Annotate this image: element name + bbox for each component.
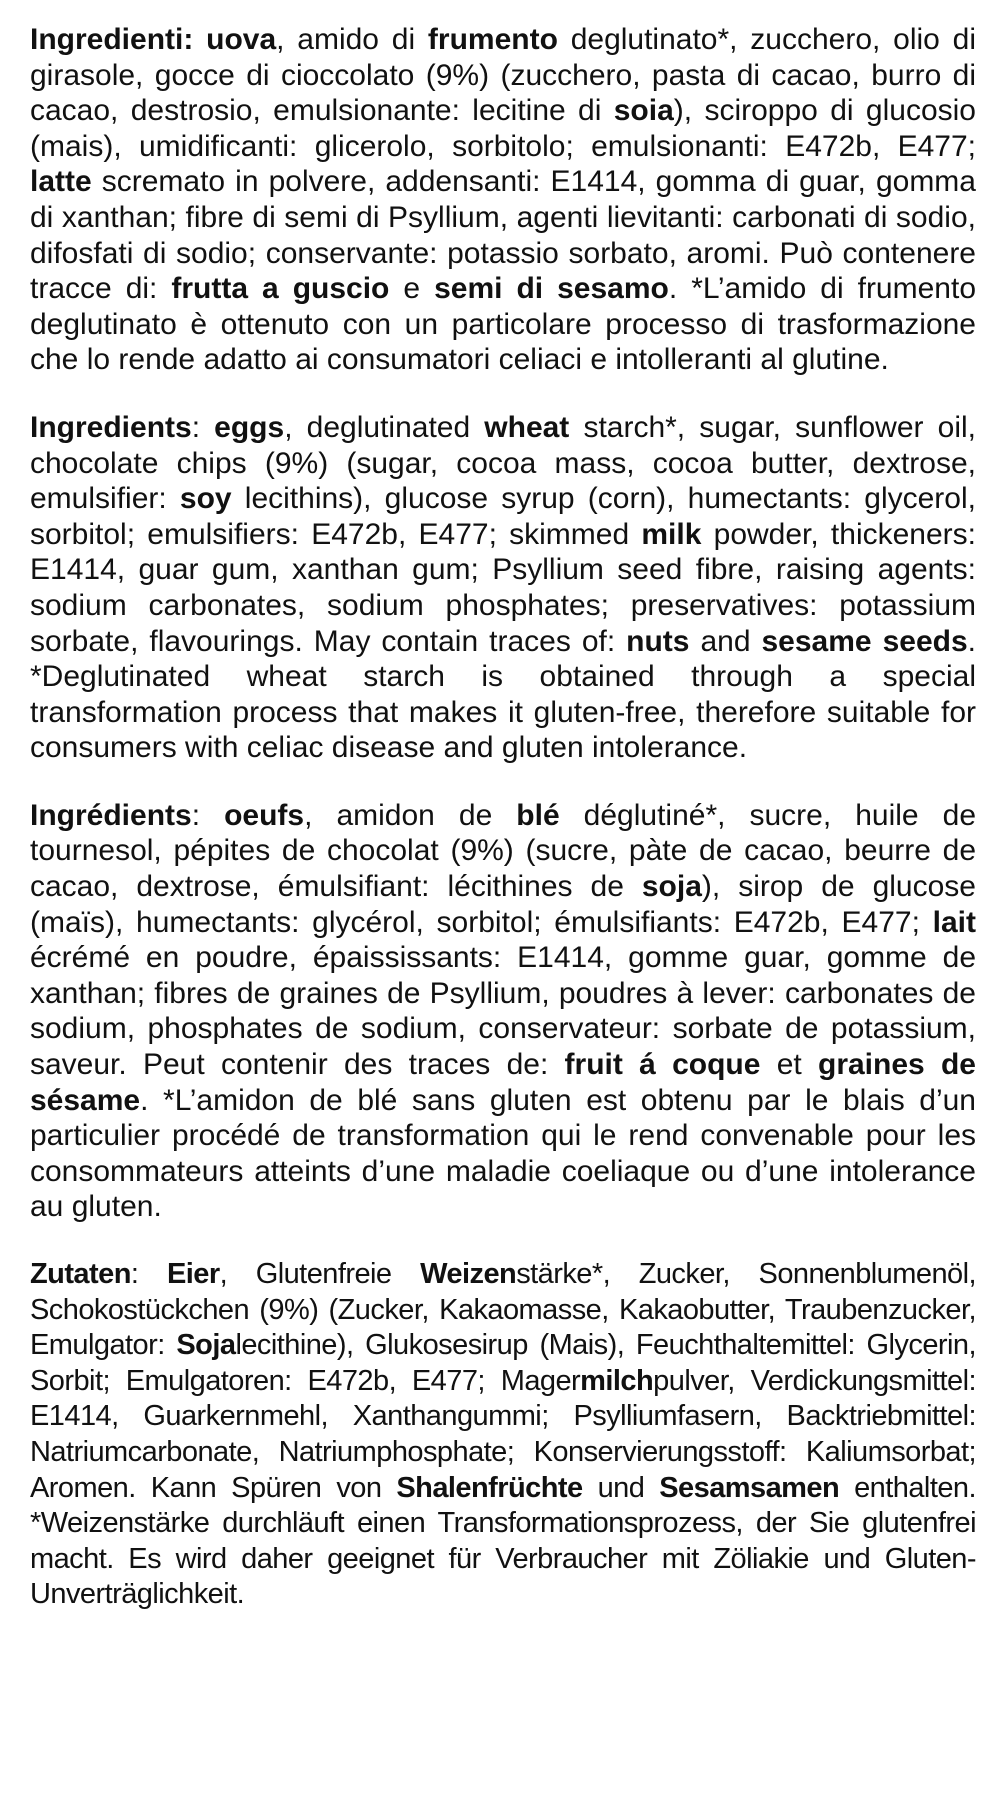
text-segment: lecithins), glucose syrup (corn), humectants: glycerol, sorbitol; emulsifiers: E472b, E477; skimmed [30,482,976,551]
bold-term: soy [179,482,232,516]
text-segment: et [760,1048,818,1082]
bold-term: lait [932,905,976,939]
bold-term: fruit á coque [564,1048,761,1082]
text-segment: starch*, sugar, sunflower oil, chocolate chips (9%) (sugar, cocoa mass, cocoa butter, dextrose, emulsifier: [30,410,977,516]
bold-term: Shalenfrüchte [396,1471,583,1504]
text-segment: und [582,1471,660,1504]
bold-term: sesame seeds [761,624,968,658]
bold-term: Ingredients [30,410,192,444]
bold-term: Zutaten [30,1258,131,1290]
text-segment: , amido di [276,23,428,56]
text-segment: : [130,1258,167,1290]
bold-term: milch [580,1364,654,1397]
bold-term: Soja [176,1329,236,1362]
bold-term: Weizen [420,1258,517,1290]
text-segment: stärke*, Zucker, Sonnenblumenöl, Schokostückchen (9%) (Zucker, Kakaomasse, Kakaobutter, Traubenzucker, Emulgator: [30,1258,976,1362]
text-segment: lecithine), Glukosesirup (Mais), Feuchthaltemittel: Glycerin, Sorbit; Emulgatoren: E472b, E477; Mager [30,1329,976,1397]
bold-term: blé [516,798,560,832]
text-segment: deglutinato*, zucchero, olio di girasole, gocce di cioccolato (9%) (zucchero, pasta di cacao, burro di cacao, destrosio, emulsionante: lecitine di [30,23,976,128]
ingredients-paragraph-french [30,798,976,1225]
text-segment: ), sciroppo di glucosio (mais), umidificanti: glicerolo, sorbitolo; emulsionanti: E472b, E477; [30,94,976,163]
text-segment: and [689,624,762,658]
bold-term: frumento [427,23,558,56]
ingredients-label [30,22,976,1613]
bold-term: nuts [626,624,690,658]
text-segment: , amidon de [304,798,517,832]
text-segment: . *Deglutinated wheat starch is obtained through a special transformation process that makes it gluten-free, therefore suitable for consumers with celiac disease and gluten intolerance. [30,624,976,765]
text-segment: : [191,798,225,832]
text-segment: : [191,410,215,444]
ingredients-paragraph-italian [30,22,976,378]
text-segment: écrémé en poudre, épaississants: E1414, gomme guar, gomme de xanthan; fibres de graines de Psyllium, poudres à lever: carbonates de sodium, phosphates de sodium, conservateur: sorbate de potassium, saveur. Peut contenir des traces de: [30,941,976,1082]
text-segment: , Glutenfreie [219,1258,421,1290]
bold-term: soia [613,94,674,128]
text-segment: , deglutinated [284,410,485,444]
text-segment: ), sirop de glucose (maïs), humectants: glycérol, sorbitol; émulsifiants: E472b, E477; [30,870,976,939]
text-segment: e [389,272,435,306]
bold-term: Ingrédients [30,798,192,832]
bold-term: semi di sesamo [434,272,669,306]
bold-term: frutta a guscio [171,272,390,306]
bold-term: Ingredienti: uova [30,23,277,56]
text-segment: enthalten. *Weizenstärke durchläuft einen Transformationsprozess, der Sie glutenfrei macht. Es wird daher geeignet für Verbraucher mit Zöliakie und Gluten-Unverträglichkeit. [30,1471,976,1611]
text-segment: scremato in polvere, addensanti: E1414, gomma di guar, gomma di xanthan; fibre di semi di Psyllium, agenti lievitanti: carbonati di sodio, difosfati di sodio; conservante: potassio sorbato, aromi. Può contenere tracce di: [30,165,976,306]
text-segment: . *L’amidon de blé sans gluten est obtenu par le blais d’un particulier procédé de transformation qui le rend convenable pour les consommateurs atteints d’une maladie coeliaque ou d’une intolerance au gluten. [30,1083,976,1224]
ingredients-paragraph-german [30,1257,976,1613]
bold-term: Eier [166,1258,220,1290]
bold-term: soja [641,870,702,904]
bold-term: graines de sésame [30,1048,976,1117]
text-segment: powder, thickeners: E1414, guar gum, xanthan gum; Psyllium seed fibre, raising agents: sodium carbonates, sodium phosphates; preservatives: potassium sorbate, flavourings. May contain traces of: [30,517,976,658]
bold-term: eggs [214,410,285,444]
ingredients-paragraph-english [30,410,976,766]
bold-term: oeufs [224,798,305,832]
bold-term: milk [641,517,702,551]
bold-term: wheat [484,410,570,444]
bold-term: Sesamsamen [659,1471,840,1504]
text-segment: pulver, Verdickungsmittel: E1414, Guarkernmehl, Xanthangummi; Psylliumfasern, Backtriebmittel: Natriumcarbonate, Natriumphosphate; Konservierungsstoff: Kaliumsorbat; Aromen. Kann Spüren von [30,1364,976,1504]
text-segment: . *L’amido di frumento deglutinato è ottenuto con un particolare processo di trasformazione che lo rende adatto ai consumatori celiaci e intolleranti al glutine. [30,272,976,377]
bold-term: latte [30,165,92,199]
text-segment: déglutiné*, sucre, huile de tournesol, pépites de chocolat (9%) (sucre, pàte de cacao, beurre de cacao, dextrose, émulsifiant: lécithines de [30,798,977,904]
